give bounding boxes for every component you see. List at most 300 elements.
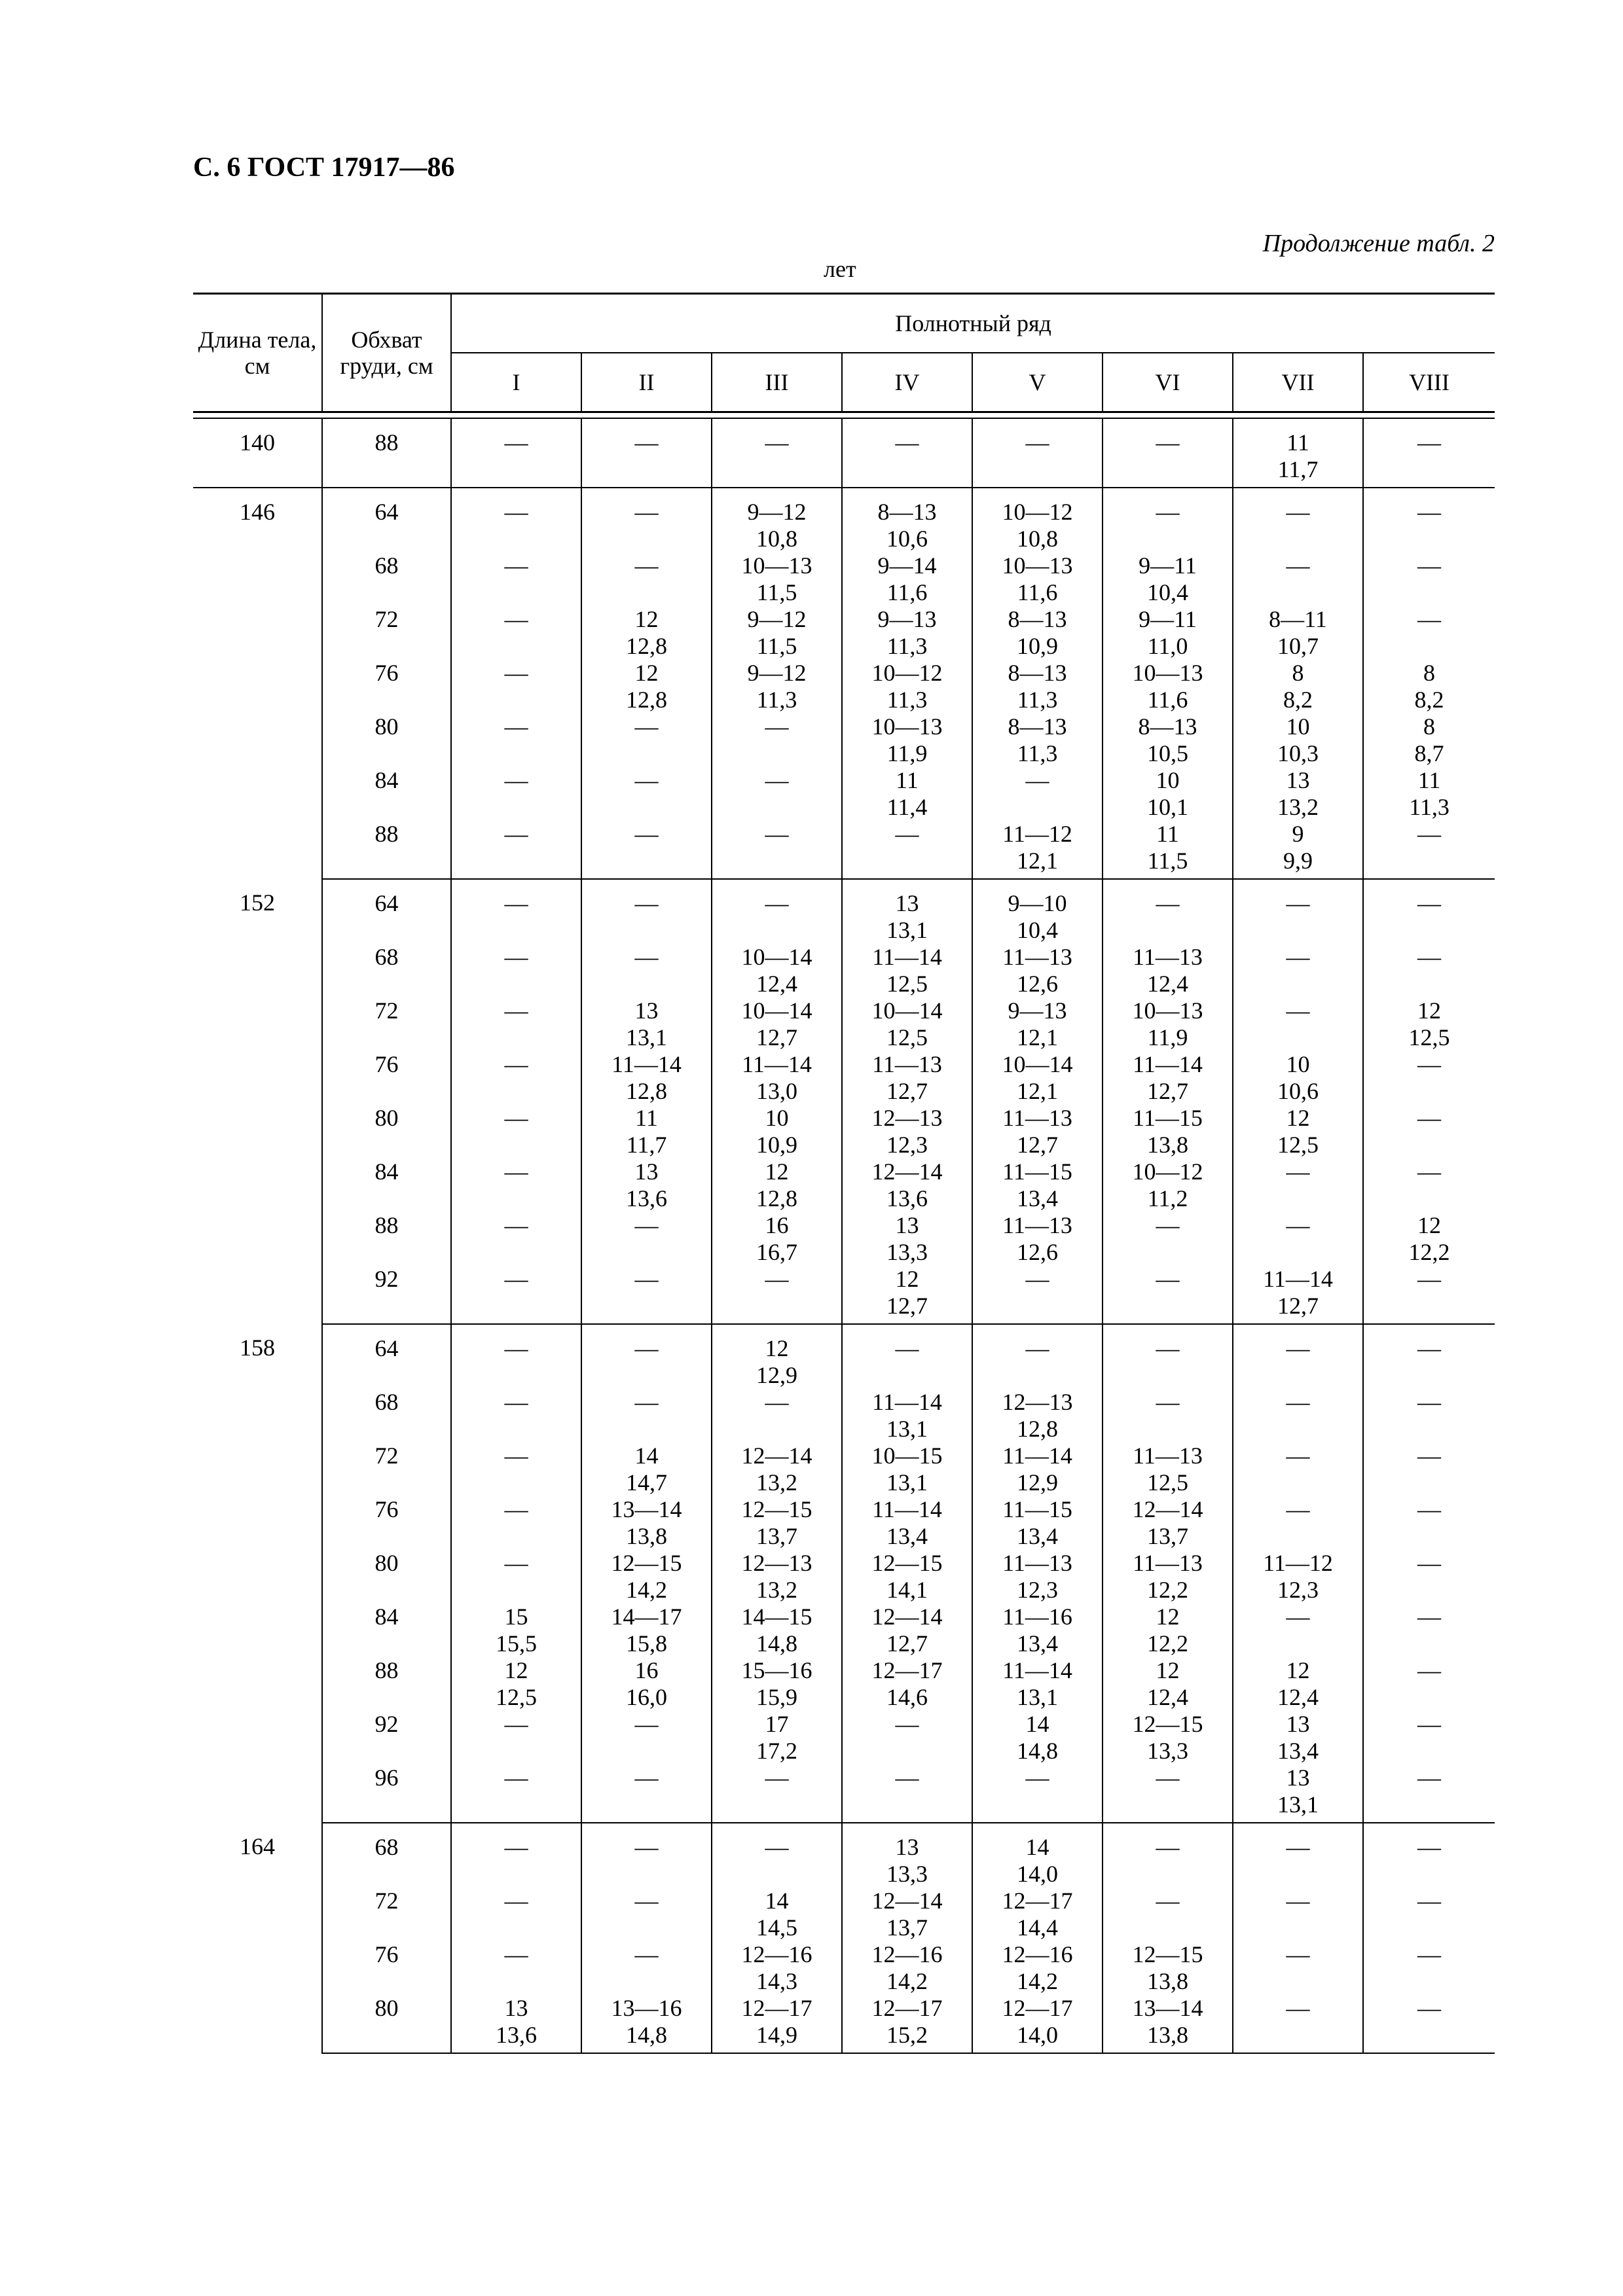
- value-cell: [1363, 1266, 1495, 1324]
- value-cell: [581, 1324, 712, 1389]
- value-cell: [1103, 767, 1233, 821]
- value-cell: [842, 1051, 972, 1105]
- value-cell: [1363, 1604, 1495, 1657]
- table-row: [193, 1158, 1495, 1212]
- value-cell: [712, 1995, 842, 2053]
- age-range: —: [504, 713, 528, 740]
- age-range: —: [504, 1158, 528, 1185]
- age-range: 16: [765, 1212, 789, 1238]
- mean-age: 12,3: [886, 1132, 928, 1158]
- value-cell: [842, 1158, 972, 1212]
- value-cell: [972, 1266, 1103, 1324]
- age-range: 12—13: [871, 1105, 943, 1131]
- age-range: 11—15: [1002, 1158, 1072, 1185]
- mean-age: 13,7: [756, 1523, 797, 1549]
- mean-age: 12,1: [1017, 1078, 1058, 1104]
- mean-age: 13,6: [886, 1185, 928, 1211]
- age-range: —: [634, 1765, 659, 1791]
- age-range: 10—14: [741, 997, 812, 1024]
- age-range: —: [1156, 1765, 1180, 1791]
- age-range: 12: [504, 1657, 528, 1683]
- mean-age: [1364, 1416, 1495, 1443]
- mean-age: 12,1: [1017, 1024, 1058, 1050]
- value-cell: [451, 1823, 581, 1888]
- mean-age: [452, 633, 581, 660]
- age-range: —: [634, 1834, 659, 1860]
- mean-age: [843, 1791, 972, 1818]
- mean-age: [1364, 1132, 1495, 1158]
- table-continuation-note: Продолжение табл. 2: [1262, 230, 1495, 257]
- age-range: —: [504, 429, 528, 456]
- age-range: —: [1286, 1158, 1310, 1185]
- chest-girth-cell: [322, 767, 451, 821]
- mean-age: [582, 1791, 711, 1818]
- value-cell: [972, 1389, 1103, 1443]
- mean-age: 10,6: [1277, 1078, 1319, 1104]
- chest-girth-value: 72: [374, 606, 399, 632]
- mean-age: [582, 1914, 711, 1941]
- age-range: —: [1417, 1711, 1442, 1737]
- value-cell: [1363, 1941, 1495, 1995]
- mean-age: [452, 687, 581, 713]
- mean-age: [712, 1293, 841, 1319]
- mean-age: [712, 456, 841, 483]
- chest-girth-value: 92: [374, 1711, 399, 1737]
- value-cell: [1363, 606, 1495, 660]
- mean-age: 12,9: [756, 1362, 797, 1388]
- age-range: 9—12: [747, 660, 807, 686]
- age-range: —: [1286, 1941, 1310, 1967]
- value-cell: [842, 660, 972, 713]
- value-cell: [1233, 1158, 1363, 1212]
- value-cell: [712, 1212, 842, 1266]
- mean-age: 10,8: [756, 526, 797, 552]
- value-cell: [581, 1051, 712, 1105]
- age-range: —: [504, 1711, 528, 1737]
- mean-age: 12,7: [1147, 1078, 1188, 1104]
- age-range: —: [1286, 1389, 1310, 1415]
- value-cell: [972, 1941, 1103, 1995]
- age-range: —: [504, 890, 528, 916]
- mean-age: 8,2: [1283, 687, 1313, 713]
- mean-age: 13,1: [886, 917, 928, 943]
- age-range: 8—13: [1008, 606, 1067, 632]
- mean-age: 12,2: [1147, 1577, 1188, 1603]
- value-cell: [842, 1823, 972, 1888]
- age-range: 11—14: [872, 944, 942, 970]
- mean-age: 12,8: [626, 687, 667, 713]
- age-range: 12—13: [741, 1550, 812, 1576]
- mean-age: 12,5: [1147, 1469, 1188, 1496]
- age-range: 13: [1286, 1765, 1310, 1791]
- mean-age: 12,2: [1408, 1239, 1450, 1265]
- chest-girth-value: 84: [374, 1604, 399, 1630]
- mean-age: [1364, 1185, 1495, 1212]
- value-cell: [1103, 713, 1233, 767]
- mean-age: [1233, 1469, 1362, 1496]
- mean-age: 11,4: [886, 794, 928, 820]
- age-range: —: [504, 606, 528, 632]
- mean-age: 11,3: [1017, 687, 1058, 713]
- mean-age: [712, 917, 841, 944]
- value-cell: [712, 1496, 842, 1550]
- age-range: 10—13: [1132, 660, 1203, 686]
- age-range: 12—14: [741, 1443, 812, 1469]
- value-cell: [712, 1443, 842, 1496]
- value-cell: [1233, 660, 1363, 713]
- chest-girth-cell: [322, 997, 451, 1051]
- table-row: [193, 1389, 1495, 1443]
- age-range: 12: [1286, 1105, 1310, 1131]
- age-range: —: [504, 944, 528, 970]
- age-range: —: [765, 821, 789, 847]
- value-cell: [972, 1212, 1103, 1266]
- mean-age: 12,7: [756, 1024, 797, 1050]
- age-range: —: [1025, 1335, 1049, 1361]
- column-group-header-fullness-row: Полнотный ряд: [451, 294, 1495, 353]
- mean-age: 12,1: [1017, 848, 1058, 874]
- mean-age: 13,4: [1017, 1523, 1058, 1549]
- age-range: 12—15: [611, 1550, 682, 1576]
- value-cell: [1103, 1657, 1233, 1711]
- mean-age: 14,8: [1017, 1738, 1058, 1764]
- table-row: [193, 1496, 1495, 1550]
- age-units-label: лет: [824, 256, 856, 282]
- mean-age: 13,4: [1277, 1738, 1319, 1764]
- mean-age: 15,8: [626, 1630, 667, 1657]
- mean-age: 12,3: [1017, 1577, 1058, 1603]
- mean-age: 13,0: [756, 1078, 797, 1104]
- value-cell: [1103, 418, 1233, 488]
- mean-age: 14,1: [886, 1577, 928, 1603]
- value-cell: [451, 1941, 581, 1995]
- age-range: —: [634, 1335, 659, 1361]
- value-cell: [972, 944, 1103, 997]
- value-cell: [842, 488, 972, 552]
- mean-age: 14,0: [1017, 1861, 1058, 1887]
- value-cell: [1233, 1443, 1363, 1496]
- value-cell: [581, 1823, 712, 1888]
- table-row: [193, 997, 1495, 1051]
- mean-age: 10,5: [1147, 740, 1188, 766]
- mean-age: [1233, 1630, 1362, 1657]
- age-range: 10—12: [1002, 499, 1073, 525]
- mean-age: 10,3: [1277, 740, 1319, 766]
- value-cell: [581, 1158, 712, 1212]
- value-cell: [581, 1266, 712, 1324]
- value-cell: [972, 1550, 1103, 1604]
- mean-age: 11,2: [1147, 1185, 1188, 1211]
- mean-age: [1364, 456, 1495, 483]
- value-cell: [842, 1888, 972, 1941]
- value-cell: [1103, 1158, 1233, 1212]
- value-cell: [451, 1657, 581, 1711]
- value-cell: [451, 1995, 581, 2053]
- value-cell: [972, 1158, 1103, 1212]
- mean-age: 12,8: [1017, 1416, 1058, 1442]
- value-cell: [1233, 1324, 1363, 1389]
- age-range: —: [765, 429, 789, 456]
- age-range: —: [1286, 1212, 1310, 1238]
- mean-age: 10,4: [1017, 917, 1058, 943]
- mean-age: 12,7: [1277, 1293, 1319, 1319]
- value-cell: [1233, 944, 1363, 997]
- mean-age: 12,4: [1147, 1684, 1188, 1710]
- age-range: —: [1156, 1389, 1180, 1415]
- chest-girth-cell: [322, 1888, 451, 1941]
- mean-age: [452, 1738, 581, 1765]
- value-cell: [1233, 1604, 1363, 1657]
- age-range: —: [634, 429, 659, 456]
- value-cell: [451, 606, 581, 660]
- age-range: 17: [765, 1711, 789, 1737]
- age-range: —: [1417, 1335, 1442, 1361]
- value-cell: [1103, 606, 1233, 660]
- table-row: [193, 1888, 1495, 1941]
- value-cell: [1233, 552, 1363, 606]
- value-cell: [581, 552, 712, 606]
- value-cell: [1233, 1051, 1363, 1105]
- table-row: [193, 1443, 1495, 1496]
- value-cell: [451, 1389, 581, 1443]
- age-range: 11—14: [1002, 1657, 1072, 1683]
- age-range: —: [1417, 1105, 1442, 1131]
- mean-age: [452, 1968, 581, 1995]
- value-cell: [972, 1324, 1103, 1389]
- age-range: 12—17: [1002, 1995, 1073, 2021]
- age-range: 10—13: [1002, 552, 1073, 579]
- mean-age: [582, 1416, 711, 1443]
- age-range: 10—12: [871, 660, 943, 686]
- value-cell: [842, 1657, 972, 1711]
- age-range: 12—16: [871, 1941, 943, 1967]
- table-row: [193, 713, 1495, 767]
- mean-age: 10,7: [1277, 633, 1319, 659]
- value-cell: [451, 821, 581, 879]
- value-cell: [581, 1389, 712, 1443]
- value-cell: [1233, 713, 1363, 767]
- value-cell: [842, 1105, 972, 1158]
- mean-age: 13,8: [1147, 1968, 1188, 1994]
- age-range: 10—12: [1132, 1158, 1203, 1185]
- mean-age: [582, 579, 711, 606]
- table-row: [193, 1823, 1495, 1888]
- age-range: —: [1156, 499, 1180, 525]
- mean-age: [1233, 1024, 1362, 1051]
- mean-age: [582, 526, 711, 552]
- value-cell: [842, 821, 972, 879]
- age-range: —: [634, 499, 659, 525]
- mean-age: [452, 794, 581, 821]
- age-range: 13—14: [1132, 1995, 1203, 2021]
- value-cell: [972, 1765, 1103, 1823]
- mean-age: 12,5: [1408, 1024, 1450, 1050]
- value-cell: [972, 660, 1103, 713]
- age-range: —: [634, 767, 659, 793]
- column-header-roman: II: [581, 353, 712, 412]
- value-cell: [1233, 1389, 1363, 1443]
- mean-age: [1233, 2022, 1362, 2049]
- value-cell: [1233, 767, 1363, 821]
- age-range: 13: [634, 997, 659, 1024]
- age-range: —: [1025, 1765, 1049, 1791]
- age-range: —: [1417, 1051, 1442, 1077]
- age-range: 8—13: [1008, 713, 1067, 740]
- chest-girth-value: 72: [374, 997, 399, 1024]
- value-cell: [712, 1711, 842, 1765]
- chest-girth-cell: [322, 1389, 451, 1443]
- value-cell: [451, 713, 581, 767]
- value-cell: [1363, 1550, 1495, 1604]
- value-cell: [972, 821, 1103, 879]
- age-range: —: [1417, 1443, 1442, 1469]
- value-cell: [1363, 1158, 1495, 1212]
- mean-age: 8,2: [1414, 687, 1444, 713]
- mean-age: [843, 848, 972, 874]
- value-cell: [1363, 944, 1495, 997]
- mean-age: [1364, 971, 1495, 997]
- chest-girth-value: 84: [374, 1158, 399, 1185]
- mean-age: [582, 1239, 711, 1266]
- mean-age: 8,7: [1414, 740, 1444, 766]
- body-length-cell: 152: [240, 889, 275, 916]
- mean-age: 13,4: [1017, 1630, 1058, 1657]
- age-range: 9—12: [747, 606, 807, 632]
- age-range: —: [504, 1051, 528, 1077]
- value-cell: [842, 944, 972, 997]
- age-range: —: [634, 1711, 659, 1737]
- value-cell: [842, 418, 972, 488]
- age-range: 11—14: [872, 1389, 942, 1415]
- mean-age: [1103, 1362, 1232, 1389]
- body-length-cell: 164: [240, 1833, 275, 1859]
- age-range: 12—17: [1002, 1888, 1073, 1914]
- value-cell: [972, 1105, 1103, 1158]
- column-header-roman: VIII: [1363, 353, 1495, 412]
- age-range: —: [1025, 767, 1049, 793]
- mean-age: [452, 1469, 581, 1496]
- age-range: —: [504, 660, 528, 686]
- age-range: —: [1286, 1834, 1310, 1860]
- value-cell: [1103, 1604, 1233, 1657]
- value-cell: [1103, 1105, 1233, 1158]
- chest-girth-value: 80: [374, 1995, 399, 2021]
- age-range: —: [1156, 429, 1180, 456]
- value-cell: [842, 1212, 972, 1266]
- chest-girth-cell: [322, 552, 451, 606]
- value-cell: [842, 1266, 972, 1324]
- age-range: —: [504, 1266, 528, 1292]
- age-range: —: [1417, 1604, 1442, 1630]
- value-cell: [581, 418, 712, 488]
- age-range: —: [1417, 1765, 1442, 1791]
- mean-age: 14,2: [626, 1577, 667, 1603]
- age-range: —: [634, 1389, 659, 1415]
- mean-age: 11,3: [886, 687, 928, 713]
- mean-age: [1233, 917, 1362, 944]
- age-range: 12—14: [871, 1888, 943, 1914]
- mean-age: 12,4: [756, 971, 797, 997]
- chest-girth-value: 64: [374, 1335, 399, 1361]
- age-range: —: [1417, 1389, 1442, 1415]
- age-range: —: [1156, 890, 1180, 916]
- value-cell: [581, 713, 712, 767]
- chest-girth-value: 72: [374, 1888, 399, 1914]
- age-range: 12: [1156, 1657, 1180, 1683]
- age-range: —: [765, 1266, 789, 1292]
- mean-age: [582, 740, 711, 767]
- age-range: —: [1286, 944, 1310, 970]
- age-range: 10—13: [1132, 997, 1203, 1024]
- value-cell: [1363, 1888, 1495, 1941]
- value-cell: [1103, 1051, 1233, 1105]
- value-cell: [712, 1765, 842, 1823]
- mean-age: [452, 848, 581, 874]
- mean-age: 14,0: [1017, 2022, 1058, 2048]
- mean-age: 16,7: [756, 1239, 797, 1265]
- age-range: —: [634, 821, 659, 847]
- age-range: 12—15: [1132, 1711, 1203, 1737]
- table-row: [193, 488, 1495, 552]
- mean-age: [452, 526, 581, 552]
- header-double-rule: [193, 412, 1495, 419]
- value-cell: [842, 1443, 972, 1496]
- value-cell: [1233, 1266, 1363, 1324]
- value-cell: [712, 1266, 842, 1324]
- mean-age: 13,6: [496, 2022, 537, 2048]
- value-cell: [712, 418, 842, 488]
- age-range: 9—12: [747, 499, 807, 525]
- age-range: —: [504, 1496, 528, 1522]
- value-cell: [842, 879, 972, 944]
- mean-age: [1364, 1861, 1495, 1888]
- mean-age: [843, 1738, 972, 1765]
- age-range: 11: [635, 1105, 658, 1131]
- age-range: —: [1417, 1266, 1442, 1292]
- mean-age: 11,7: [1277, 456, 1319, 482]
- age-range: 10: [1156, 767, 1180, 793]
- value-cell: [1103, 821, 1233, 879]
- mean-age: 14,2: [886, 1968, 928, 1994]
- mean-age: 12,6: [1017, 1239, 1058, 1265]
- age-range: —: [634, 890, 659, 916]
- age-range: 11—14: [1263, 1266, 1333, 1292]
- mean-age: [582, 1968, 711, 1995]
- mean-age: 12,4: [1277, 1684, 1319, 1710]
- chest-girth-cell: [322, 1324, 451, 1389]
- value-cell: [1363, 1389, 1495, 1443]
- value-cell: [712, 1657, 842, 1711]
- age-range: 12: [634, 606, 659, 632]
- value-cell: [842, 997, 972, 1051]
- value-cell: [1363, 1657, 1495, 1711]
- age-range: 11—13: [872, 1051, 942, 1077]
- value-cell: [842, 767, 972, 821]
- table-row: [193, 1051, 1495, 1105]
- column-header-chest-girth: Обхват груди, см: [322, 294, 451, 412]
- age-range: —: [765, 767, 789, 793]
- chest-girth-value: 88: [374, 1212, 399, 1238]
- value-cell: [451, 1604, 581, 1657]
- value-cell: [972, 552, 1103, 606]
- mean-age: 13,4: [1017, 1185, 1058, 1211]
- mean-age: 13,7: [1147, 1523, 1188, 1549]
- mean-age: 13,1: [626, 1024, 667, 1050]
- age-range: 11—14: [872, 1496, 942, 1522]
- chest-girth-cell: [322, 1496, 451, 1550]
- mean-age: [1364, 2022, 1495, 2049]
- age-range: 10—14: [1002, 1051, 1073, 1077]
